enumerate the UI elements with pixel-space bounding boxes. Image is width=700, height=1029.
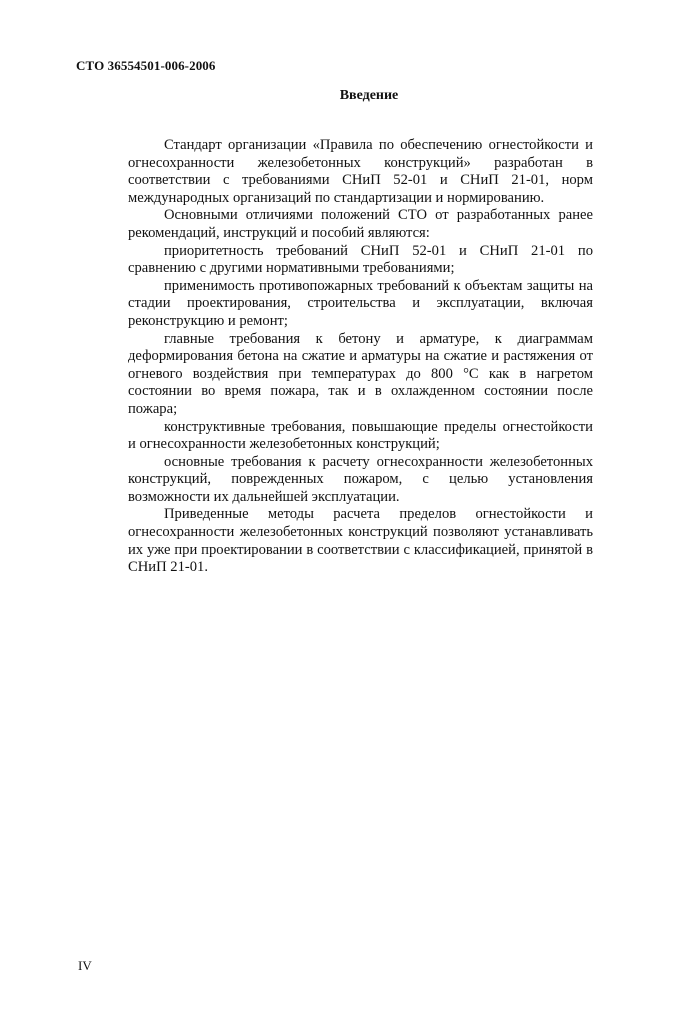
paragraph: Стандарт организации «Правила по обеспечению огнестойкости и огнесохранности железобетонных конструкций» разработан в соответствии с требованиями СНиП 52-01 и СНиП 21-01, норм международных организаций по стандартизации и нормированию. [128, 137, 593, 206]
list-item: конструктивные требования, повышающие пределы огнестойкости и огнесохранности железобетонных конструкций; [128, 418, 593, 453]
list-item: применимость противопожарных требований к объектам защиты на стадии проектирования, строительства и эксплуатации, включая реконструкцию и ремонт; [128, 277, 593, 329]
page-number: IV [78, 958, 92, 973]
document-code: СТО 36554501-006-2006 [76, 58, 216, 73]
list-item: основные требования к расчету огнесохранности железобетонных конструкций, поврежденных пожаром, с целью установления возможности их дальнейшей эксплуатации. [128, 453, 593, 505]
section-title: Введение [339, 88, 399, 103]
paragraph: Основными отличиями положений СТО от разработанных ранее рекомендаций, инструкций и пособий являются: [128, 207, 593, 241]
list-item: приоритетность требований СНиП 52-01 и СНиП 21-01 по сравнению с другими нормативными требованиями; [128, 242, 593, 277]
paragraph: Приведенные методы расчета пределов огнестойкости и огнесохранности железобетонных конструкций позволяют устанавливать их уже при проектировании в соответствии с классификацией, принятой в СНиП 21-01. [128, 506, 593, 576]
list-item: главные требования к бетону и арматуре, к диаграммам деформирования бетона на сжатие и арматуры на сжатие и растяжения от огневого воздействия при температурах до 800 °С как в нагретом состоянии во время пожара, так и в охлажденном состоянии после пожара; [128, 330, 593, 417]
body-text [128, 137, 593, 577]
